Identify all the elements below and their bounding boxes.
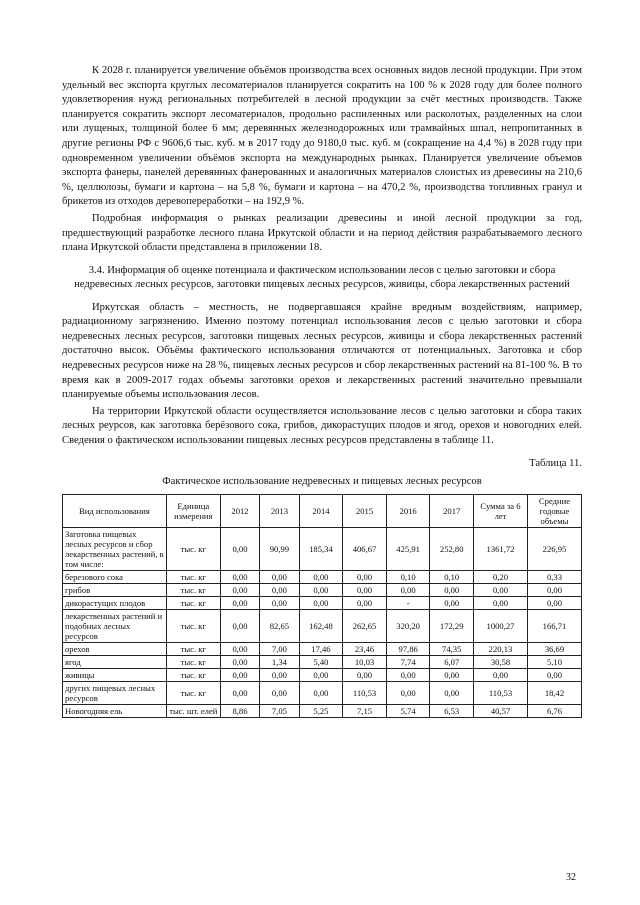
row-label-cell: лекарственных растений и подобных лесных ресурсов xyxy=(63,610,167,643)
paragraph-region-potential: Иркутская область – местность, не подвергавшаяся крайне вредным воздействиям, например, радиационному загрязнению. Именно поэтому потенциал использования лесов с целью заготовки и сбора недревесных лесных ресурсов, заготовки пищевых лесных ресурсов, живицы и сбора лекарственных растений достаточно высок. Объёмы фактического использования отличаются от потенциальных. Заготовка и сбор недревесных ресурсов ниже на 28 %, пищевых лесных ресурсов и сбор лекарственных растений на 81-100 %. В то время как в 2009-2017 годах объемы заготовки орехов и лекарственных растений значительно превышали планируемые объемы использования лесов. xyxy=(62,301,582,401)
value-cell: 262,65 xyxy=(343,610,387,643)
value-cell: тыс. кг xyxy=(166,610,220,643)
document-page xyxy=(62,64,582,718)
header-cell: Вид использования xyxy=(63,495,167,528)
value-cell: тыс. кг xyxy=(166,682,220,705)
header-cell: 2016 xyxy=(386,495,430,528)
value-cell: 0,00 xyxy=(527,597,581,610)
value-cell: 1000,27 xyxy=(474,610,528,643)
row-label-cell: грибов xyxy=(63,584,167,597)
value-cell: 30,58 xyxy=(474,656,528,669)
row-label-cell: Новогодняя ель xyxy=(63,705,167,718)
value-cell: 90,99 xyxy=(260,528,299,571)
value-cell: 0,00 xyxy=(220,643,259,656)
value-cell: 1361,72 xyxy=(474,528,528,571)
value-cell: 0,00 xyxy=(299,571,343,584)
value-cell: 425,91 xyxy=(386,528,430,571)
value-cell: 0,00 xyxy=(260,584,299,597)
row-label-cell: березового сока xyxy=(63,571,167,584)
value-cell: 5,40 xyxy=(299,656,343,669)
value-cell: 8,86 xyxy=(220,705,259,718)
value-cell: 74,35 xyxy=(430,643,474,656)
value-cell: 6,76 xyxy=(527,705,581,718)
table-row xyxy=(63,656,582,669)
value-cell: 0,33 xyxy=(527,571,581,584)
value-cell: тыс. шт. елей xyxy=(166,705,220,718)
value-cell: 10,03 xyxy=(343,656,387,669)
value-cell: 406,67 xyxy=(343,528,387,571)
value-cell: тыс. кг xyxy=(166,571,220,584)
header-cell: Средние годовые объемы xyxy=(527,495,581,528)
value-cell: 0,00 xyxy=(343,584,387,597)
value-cell: 185,34 xyxy=(299,528,343,571)
value-cell: тыс. кг xyxy=(166,656,220,669)
value-cell: 97,86 xyxy=(386,643,430,656)
header-cell: 2013 xyxy=(260,495,299,528)
value-cell: 0,00 xyxy=(343,597,387,610)
value-cell: 166,71 xyxy=(527,610,581,643)
header-cell: Единица измерения xyxy=(166,495,220,528)
header-cell: 2012 xyxy=(220,495,259,528)
value-cell: тыс. кг xyxy=(166,584,220,597)
value-cell: 5,10 xyxy=(527,656,581,669)
value-cell: 0,00 xyxy=(386,682,430,705)
section-heading: 3.4. Информация об оценке потенциала и фактическом использовании лесов с целью заготовки и сбора недревесных лесных ресурсов, заготовки пищевых лесных ресурсов, живицы, сбора лекарственных растений xyxy=(74,264,570,291)
value-cell: тыс. кг xyxy=(166,669,220,682)
value-cell: 0,00 xyxy=(474,669,528,682)
value-cell: 18,42 xyxy=(527,682,581,705)
header-cell: 2017 xyxy=(430,495,474,528)
value-cell: 7,05 xyxy=(260,705,299,718)
value-cell: 0,00 xyxy=(260,597,299,610)
value-cell: 7,00 xyxy=(260,643,299,656)
table-row xyxy=(63,705,582,718)
value-cell: тыс. кг xyxy=(166,597,220,610)
value-cell: - xyxy=(386,597,430,610)
value-cell: 220,13 xyxy=(474,643,528,656)
value-cell: 320,20 xyxy=(386,610,430,643)
value-cell: 0,00 xyxy=(299,584,343,597)
value-cell: 0,00 xyxy=(430,682,474,705)
value-cell: 0,00 xyxy=(260,682,299,705)
value-cell: 0,00 xyxy=(474,584,528,597)
value-cell: 0,00 xyxy=(220,610,259,643)
value-cell: 0,00 xyxy=(220,584,259,597)
value-cell: 226,95 xyxy=(527,528,581,571)
value-cell: 0,10 xyxy=(386,571,430,584)
table-label: Таблица 11. xyxy=(529,458,582,470)
value-cell: 0,00 xyxy=(386,669,430,682)
table-row xyxy=(63,571,582,584)
header-cell: Сумма за 6 лет xyxy=(474,495,528,528)
row-label-cell: ягод xyxy=(63,656,167,669)
row-label-cell: дикорастущих плодов xyxy=(63,597,167,610)
value-cell: 0,10 xyxy=(430,571,474,584)
value-cell: 0,20 xyxy=(474,571,528,584)
row-label-cell: живицы xyxy=(63,669,167,682)
value-cell: 7,15 xyxy=(343,705,387,718)
value-cell: 7,74 xyxy=(386,656,430,669)
value-cell: 110,53 xyxy=(474,682,528,705)
value-cell: тыс. кг xyxy=(166,643,220,656)
header-cell: 2015 xyxy=(343,495,387,528)
value-cell: 0,00 xyxy=(220,571,259,584)
value-cell: 172,29 xyxy=(430,610,474,643)
value-cell: 0,00 xyxy=(430,669,474,682)
page-number: 32 xyxy=(566,872,576,883)
value-cell: 252,80 xyxy=(430,528,474,571)
value-cell: тыс. кг xyxy=(166,528,220,571)
paragraph-markets-info: Подробная информация о рынках реализации древесины и иной лесной продукции за год, предшествующий разработке лесного плана Иркутской области и на период действия разрабатываемого лесного плана Иркутской области представлена в приложении 18. xyxy=(62,212,582,254)
value-cell: 6,07 xyxy=(430,656,474,669)
value-cell: 0,00 xyxy=(220,669,259,682)
value-cell: 0,00 xyxy=(343,669,387,682)
table-row xyxy=(63,669,582,682)
value-cell: 0,00 xyxy=(220,656,259,669)
table-row xyxy=(63,643,582,656)
paragraph-export-plans: К 2028 г. планируется увеличение объёмов производства всех основных видов лесной продукции. При этом удельный вес экспорта круглых лесоматериалов планируется сократить на 100 % к 2028 году для более полного удовлетворения нужд региональных потребителей в лесной продукции за счёт местных производств. Также планируется сократить экспорт лесоматериалов, продольно распиленных или расколотых, разделенных на слои или лущеных, толщиной более 6 мм; деревянных железнодорожных или трамвайных шпал, непропитанных в другие регионы РФ с 9606,6 тыс. куб. м в 2017 году до 9180,0 тыс. куб. м (сокращение на 4,4 %) в 2028 году при одновременном увеличении объёмов экспорта на международных рынках. Планируется увеличение объемов экспорта фанеры, панелей деревянных фанерованных и аналогичных материалов слоистых из древесины на 210,6 %, целлюлозы, бумаги и картона – на 5,8 %, бумаги и картона – на 470,2 %, производства топливных гранул и брикетов из отходов деревопереработки – на 192,9 %. xyxy=(62,65,582,208)
row-label-cell: орехов xyxy=(63,643,167,656)
table-row xyxy=(63,610,582,643)
value-cell: 0,00 xyxy=(430,597,474,610)
value-cell: 162,48 xyxy=(299,610,343,643)
table-row xyxy=(63,528,582,571)
value-cell: 0,00 xyxy=(386,584,430,597)
value-cell: 5,74 xyxy=(386,705,430,718)
value-cell: 0,00 xyxy=(527,669,581,682)
row-label-cell: Заготовка пищевых лесных ресурсов и сбор лекарственных растений, в том числе: xyxy=(63,528,167,571)
value-cell: 0,00 xyxy=(299,669,343,682)
table-row xyxy=(63,597,582,610)
value-cell: 0,00 xyxy=(220,597,259,610)
value-cell: 110,53 xyxy=(343,682,387,705)
value-cell: 36,69 xyxy=(527,643,581,656)
value-cell: 1,34 xyxy=(260,656,299,669)
value-cell: 0,00 xyxy=(474,597,528,610)
value-cell: 6,53 xyxy=(430,705,474,718)
value-cell: 0,00 xyxy=(220,682,259,705)
value-cell: 0,00 xyxy=(260,571,299,584)
value-cell: 0,00 xyxy=(220,528,259,571)
table-row xyxy=(63,584,582,597)
header-cell: 2014 xyxy=(299,495,343,528)
value-cell: 0,00 xyxy=(430,584,474,597)
row-label-cell: других пищевых лесных ресурсов xyxy=(63,682,167,705)
paragraph-region-usage: На территории Иркутской области осуществляется использование лесов с целью заготовки и сбора таких лесных реурсов, как заготовка берёзового сока, грибов, дикорастущих плодов и ягод, орехов и новогодних елей. Сведения о фактическом использовании пищевых лесных ресурсов представлены в таблице 11. xyxy=(62,405,582,446)
table-row xyxy=(63,682,582,705)
value-cell: 40,57 xyxy=(474,705,528,718)
value-cell: 17,46 xyxy=(299,643,343,656)
value-cell: 0,00 xyxy=(299,682,343,705)
value-cell: 0,00 xyxy=(343,571,387,584)
value-cell: 82,65 xyxy=(260,610,299,643)
value-cell: 23,46 xyxy=(343,643,387,656)
value-cell: 0,00 xyxy=(527,584,581,597)
table-header-row xyxy=(63,495,582,528)
value-cell: 0,00 xyxy=(260,669,299,682)
table-title: Фактическое использование недревесных и пищевых лесных ресурсов xyxy=(162,476,482,488)
resources-table xyxy=(62,494,582,718)
value-cell: 5,25 xyxy=(299,705,343,718)
value-cell: 0,00 xyxy=(299,597,343,610)
